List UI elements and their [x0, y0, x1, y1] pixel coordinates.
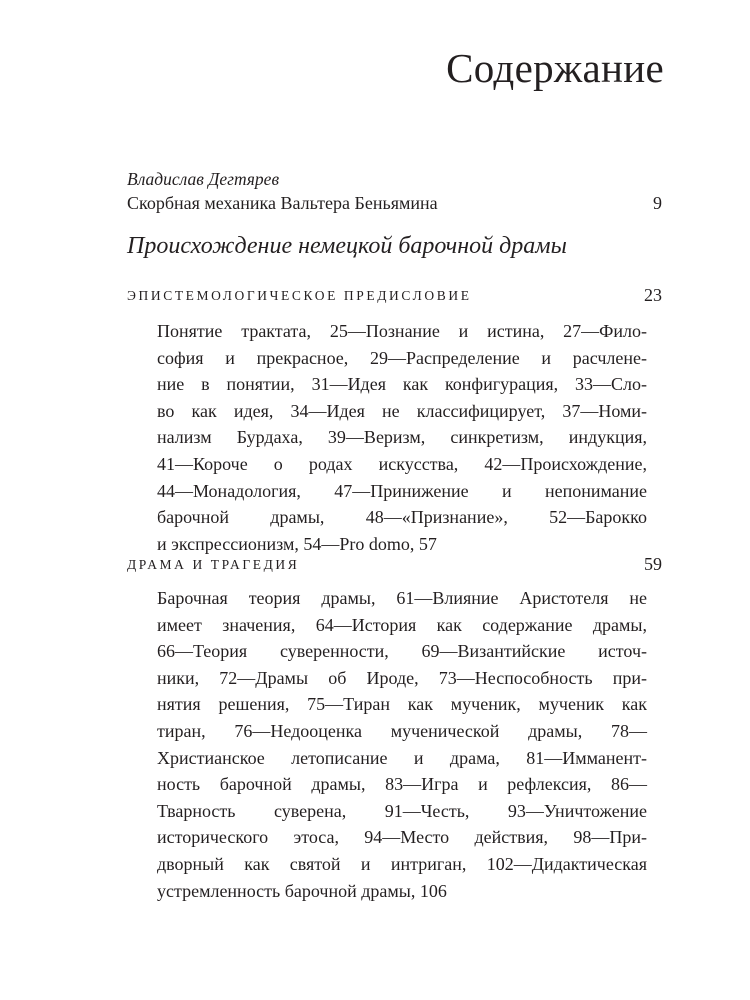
section-contents: [157, 585, 647, 904]
foreword-title: Скорбная механика Вальтера Беньямина: [127, 193, 438, 213]
book-title: Происхождение немецкой барочной драмы: [127, 233, 567, 259]
contents-line: барочной драмы, 48—«Признание», 52—Барокко: [157, 507, 647, 528]
section-contents: [157, 318, 647, 557]
page-title: Содержание: [446, 45, 664, 91]
contents-line: имеет значения, 64—История как содержание драмы,: [157, 614, 647, 635]
contents-line: софия и прекрасное, 29—Распределение и расчлене-: [157, 347, 647, 368]
foreword-page: 9: [653, 193, 662, 213]
contents-line: и экспрессионизм, 54—Pro domo, 57: [157, 533, 437, 554]
contents-line: ники, 72—Драмы об Ироде, 73—Неспособность при-: [157, 667, 647, 688]
contents-line: нализм Бурдаха, 39—Веризм, синкретизм, индукция,: [157, 427, 647, 448]
contents-line: 66—Теория суверенности, 69—Византийские источ-: [157, 641, 647, 662]
contents-line: устремленность барочной драмы, 106: [157, 880, 447, 901]
contents-line: ние в понятии, 31—Идея как конфигурация, 33—Сло-: [157, 374, 647, 395]
section-page: 59: [644, 554, 662, 574]
section-heading: ДРАМА И ТРАГЕДИЯ: [127, 557, 300, 572]
contents-line: тиран, 76—Недооценка мученической драмы, 78—: [157, 720, 647, 741]
contents-line: 41—Короче о родах искусства, 42—Происхождение,: [157, 453, 647, 474]
contents-line: ность барочной драмы, 83—Игра и рефлексия, 86—: [157, 774, 647, 795]
contents-line: Понятие трактата, 25—Познание и истина, 27—Фило-: [157, 321, 647, 341]
section-page: 23: [644, 285, 662, 305]
foreword-author: Владислав Дегтярев: [127, 169, 280, 189]
section-heading: ЭПИСТЕМОЛОГИЧЕСКОЕ ПРЕДИСЛОВИЕ: [127, 288, 472, 303]
contents-line: дворный как святой и интриган, 102—Дидактическая: [157, 853, 647, 874]
contents-line: Барочная теория драмы, 61—Влияние Аристотеля не: [157, 588, 647, 608]
contents-line: 44—Монадология, 47—Принижение и непонимание: [157, 480, 647, 501]
contents-line: нятия решения, 75—Тиран как мученик, мученик как: [157, 694, 647, 715]
contents-line: во как идея, 34—Идея не классифицирует, 37—Номи-: [157, 400, 647, 421]
contents-line: Тварность суверена, 91—Честь, 93—Уничтожение: [157, 800, 647, 821]
contents-line: Христианское летописание и драма, 81—Имманент-: [157, 747, 647, 768]
contents-line: исторического этоса, 94—Место действия, 98—При-: [157, 827, 647, 848]
